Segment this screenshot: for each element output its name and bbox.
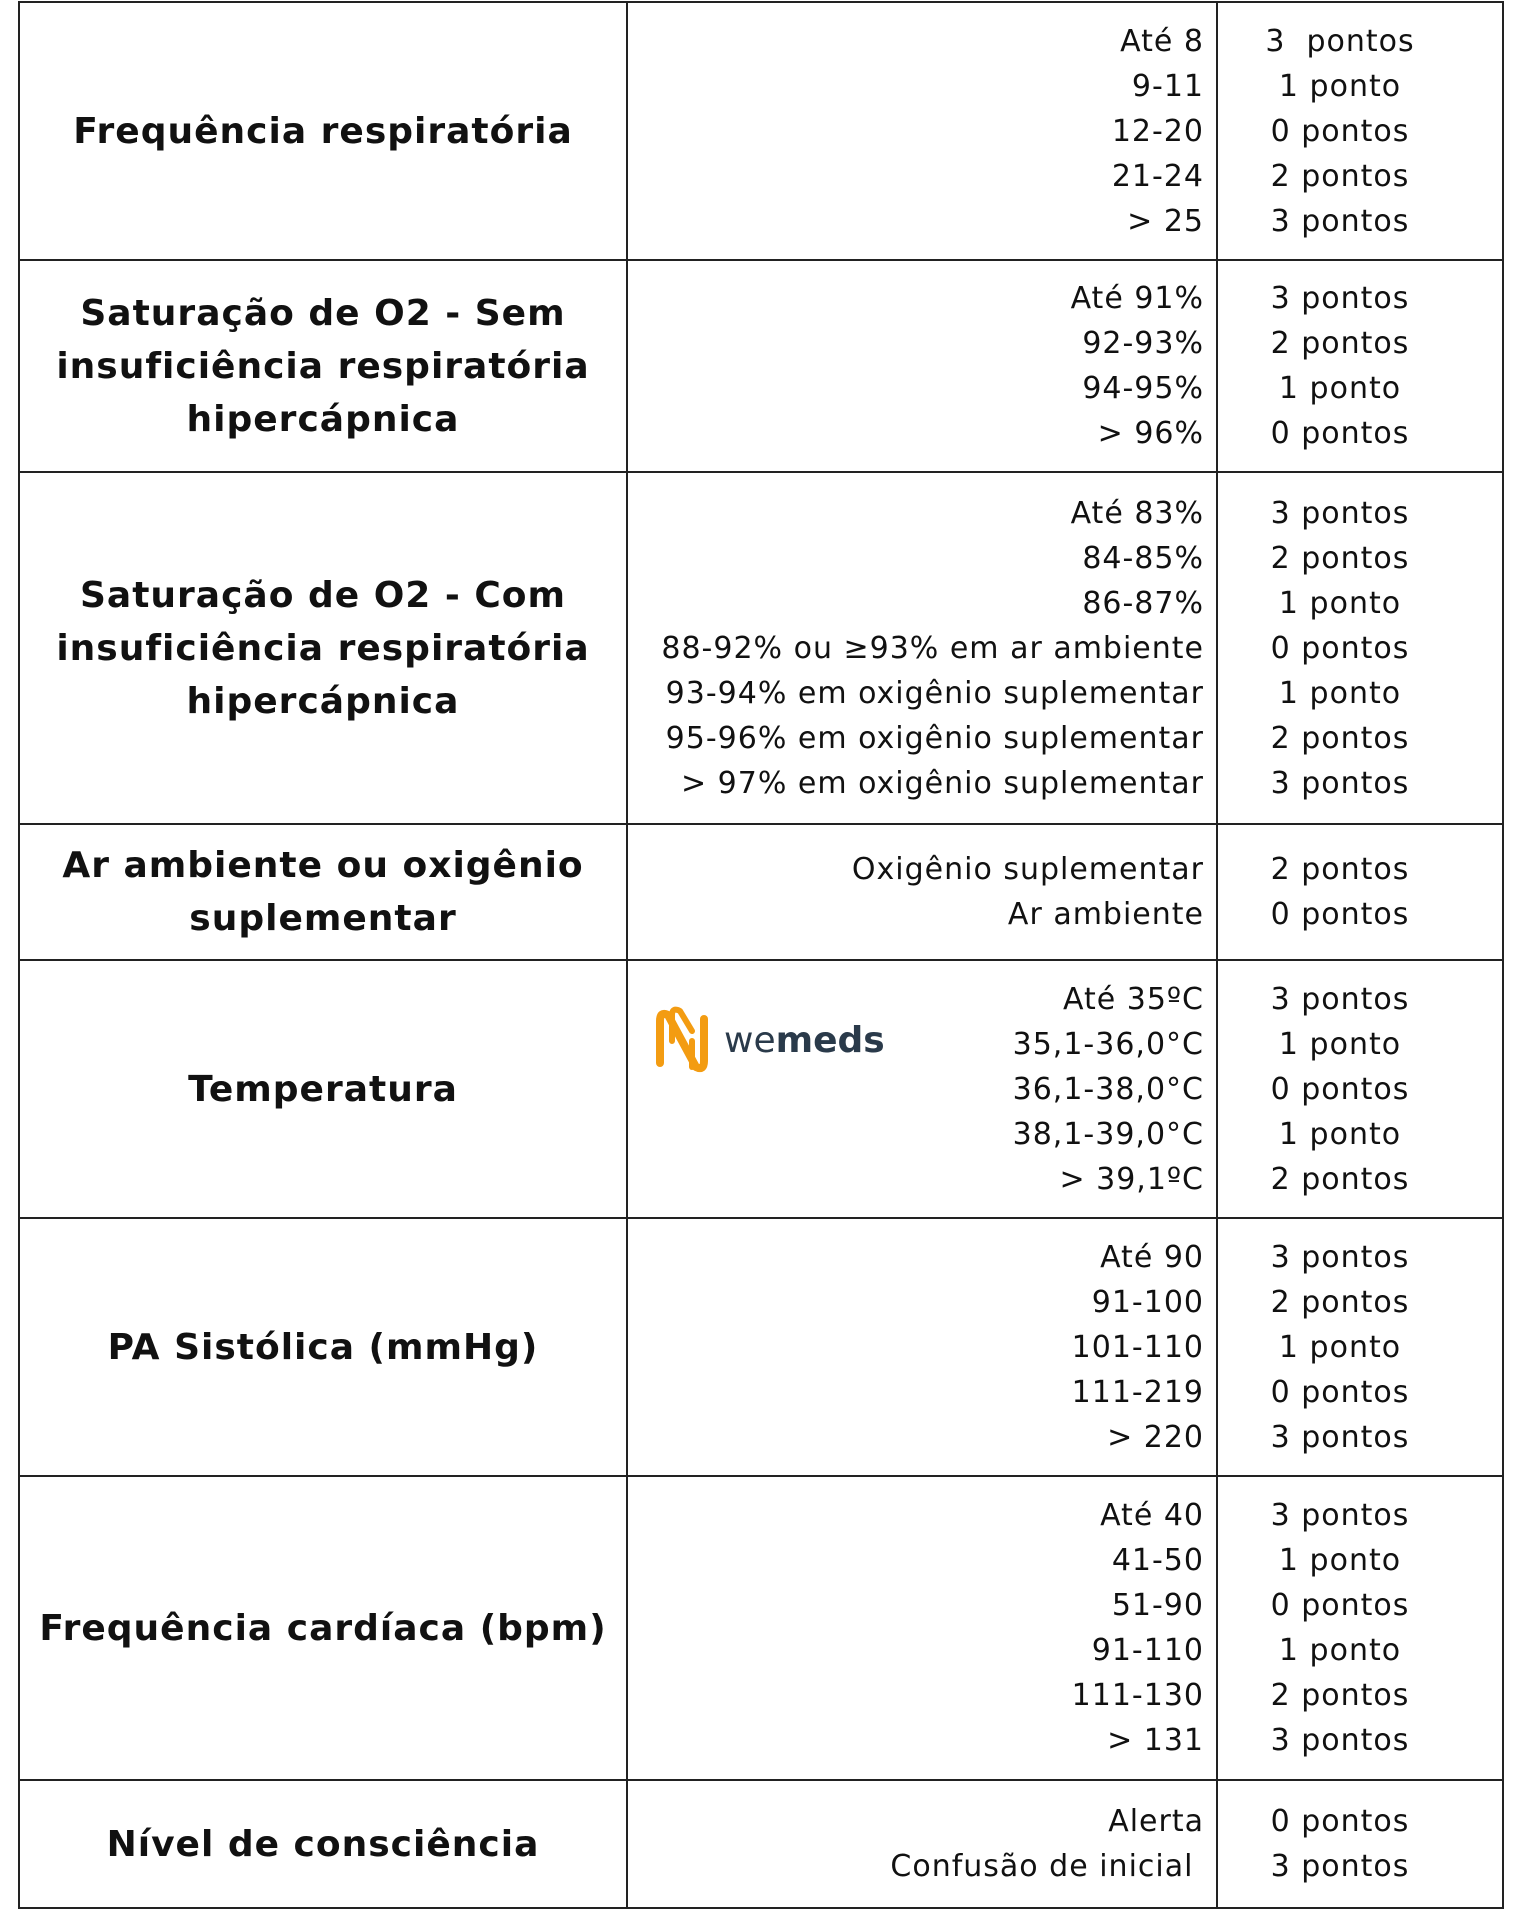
parameter-cell — [19, 2, 627, 260]
parameter-label: Saturação de O2 - Com insuficiência respiratória hipercápnica — [56, 574, 590, 722]
wemeds-logo-text — [724, 1021, 885, 1061]
ranges-cell — [627, 824, 1217, 960]
points-value: 0 pontos — [1270, 1588, 1410, 1623]
range-value: Até 83% — [1070, 495, 1204, 531]
points-cell — [1217, 824, 1503, 960]
points-value: 1 ponto — [1278, 1116, 1402, 1152]
range-value: 88-92% ou ≥93% em ar ambiente — [661, 630, 1204, 666]
parameter-label: Temperatura — [188, 1068, 458, 1110]
parameter-cell — [19, 1780, 627, 1908]
range-value: > 25 — [1127, 203, 1204, 239]
range-value: 91-110 — [1091, 1633, 1204, 1668]
range-value: 92-93% — [1082, 326, 1204, 361]
range-value: Ar ambiente — [1007, 897, 1204, 932]
range-value: > 97% em oxigênio suplementar — [680, 765, 1204, 801]
parameter-label: Saturação de O2 - Sem insuficiência respiratória hipercápnica — [56, 292, 590, 440]
table-row — [19, 824, 1503, 960]
range-value: 91-100 — [1091, 1284, 1204, 1320]
range-value: Oxigênio suplementar — [851, 852, 1204, 887]
points-cell — [1217, 1218, 1503, 1476]
range-value: 111-130 — [1071, 1678, 1204, 1713]
points-value: 2 pontos — [1270, 1161, 1410, 1197]
parameter-cell — [19, 472, 627, 824]
points-value: 1 ponto — [1278, 585, 1402, 621]
logo-text-we: we — [724, 1020, 776, 1061]
range-value: 21-24 — [1111, 158, 1204, 194]
parameter-label: PA Sistólica (mmHg) — [107, 1326, 539, 1368]
parameter-label: Nível de consciência — [106, 1823, 540, 1865]
points-value: 0 pontos — [1270, 897, 1410, 932]
points-cell — [1217, 1476, 1503, 1780]
parameter-label: Ar ambiente ou oxigênio suplementar — [62, 845, 584, 939]
points-value: 2 pontos — [1270, 852, 1410, 887]
range-value: 95-96% em oxigênio suplementar — [665, 720, 1204, 756]
table-row — [19, 472, 1503, 824]
range-value: 36,1-38,0°C — [1012, 1071, 1204, 1107]
range-value: > 39,1ºC — [1059, 1161, 1204, 1197]
points-value: 2 pontos — [1270, 1678, 1410, 1713]
table-row — [19, 960, 1503, 1218]
points-value: 1 ponto — [1278, 675, 1402, 711]
range-value: Confusão de inicial — [890, 1849, 1204, 1884]
points-value: 0 pontos — [1270, 416, 1410, 451]
table-body — [19, 2, 1503, 1908]
points-cell — [1217, 472, 1503, 824]
range-value: 86-87% — [1082, 585, 1204, 621]
points-cell — [1217, 960, 1503, 1218]
points-value: 3 pontos — [1270, 495, 1410, 531]
points-value: 3 pontos — [1270, 1849, 1410, 1884]
ranges-cell — [627, 2, 1217, 260]
range-value: Até 40 — [1100, 1498, 1204, 1533]
points-value: 0 pontos — [1270, 630, 1410, 666]
range-value: 35,1-36,0°C — [1012, 1026, 1204, 1062]
range-value: 111-219 — [1071, 1374, 1204, 1410]
ranges-cell — [627, 1218, 1217, 1476]
range-value: 41-50 — [1111, 1543, 1204, 1578]
range-value: 9-11 — [1131, 68, 1204, 104]
ranges-cell — [627, 1780, 1217, 1908]
points-value: 1 ponto — [1278, 1543, 1402, 1578]
points-value: 3 pontos — [1270, 1498, 1410, 1533]
points-value: 2 pontos — [1270, 1284, 1410, 1320]
ranges-cell — [627, 472, 1217, 824]
score-table — [18, 1, 1504, 1909]
points-value: 2 pontos — [1270, 720, 1410, 756]
range-value: 51-90 — [1111, 1588, 1204, 1623]
range-value: 93-94% em oxigênio suplementar — [665, 675, 1204, 711]
ranges-cell — [627, 1476, 1217, 1780]
points-value: 1 ponto — [1278, 68, 1402, 104]
points-value: 0 pontos — [1270, 1374, 1410, 1410]
points-value: 1 ponto — [1278, 1026, 1402, 1062]
points-value: 1 ponto — [1278, 371, 1402, 406]
points-value: 0 pontos — [1270, 1804, 1410, 1839]
ranges-cell — [627, 960, 1217, 1218]
table-row — [19, 2, 1503, 260]
points-value: 3 pontos — [1270, 981, 1410, 1017]
range-value: > 220 — [1107, 1419, 1204, 1455]
points-value: 3 pontos — [1270, 1419, 1410, 1455]
points-value: 1 ponto — [1278, 1633, 1402, 1668]
points-value: 3 pontos — [1270, 765, 1410, 801]
points-value: 3 pontos — [1270, 1239, 1410, 1275]
wemeds-logo-icon — [650, 1001, 714, 1081]
range-value: 12-20 — [1111, 113, 1204, 149]
range-value: 101-110 — [1071, 1329, 1204, 1365]
points-cell — [1217, 260, 1503, 472]
points-value: 2 pontos — [1270, 158, 1410, 194]
points-value: 1 ponto — [1278, 1329, 1402, 1365]
table-row — [19, 1476, 1503, 1780]
range-value: Até 90 — [1100, 1239, 1204, 1275]
points-value: 0 pontos — [1270, 1071, 1410, 1107]
points-value: 2 pontos — [1270, 326, 1410, 361]
points-value: 0 pontos — [1270, 113, 1410, 149]
points-value: 3 pontos — [1270, 281, 1410, 316]
range-value: Até 91% — [1070, 281, 1204, 316]
range-value: 84-85% — [1082, 540, 1204, 576]
parameter-label: Frequência cardíaca (bpm) — [39, 1607, 607, 1649]
points-value: 3 pontos — [1270, 203, 1410, 239]
points-cell — [1217, 2, 1503, 260]
parameter-cell — [19, 1476, 627, 1780]
points-value: 3 pontos — [1270, 1723, 1410, 1758]
parameter-cell — [19, 260, 627, 472]
parameter-cell — [19, 960, 627, 1218]
points-value: 3 pontos — [1265, 23, 1415, 59]
wemeds-logo — [650, 1001, 885, 1081]
range-value: > 96% — [1097, 416, 1204, 451]
range-value: > 131 — [1107, 1723, 1204, 1758]
table-row — [19, 1218, 1503, 1476]
logo-text-meds: meds — [775, 1020, 885, 1061]
points-cell — [1217, 1780, 1503, 1908]
parameter-cell — [19, 824, 627, 960]
range-value: Alerta — [1108, 1804, 1204, 1839]
parameter-label: Frequência respiratória — [73, 110, 573, 152]
points-value: 2 pontos — [1270, 540, 1410, 576]
range-value: Até 35ºC — [1062, 981, 1204, 1017]
range-value: 94-95% — [1082, 371, 1204, 406]
parameter-cell — [19, 1218, 627, 1476]
table-row — [19, 1780, 1503, 1908]
range-value: 38,1-39,0°C — [1012, 1116, 1204, 1152]
range-value: Até 8 — [1120, 23, 1204, 59]
ranges-cell — [627, 260, 1217, 472]
table-row — [19, 260, 1503, 472]
